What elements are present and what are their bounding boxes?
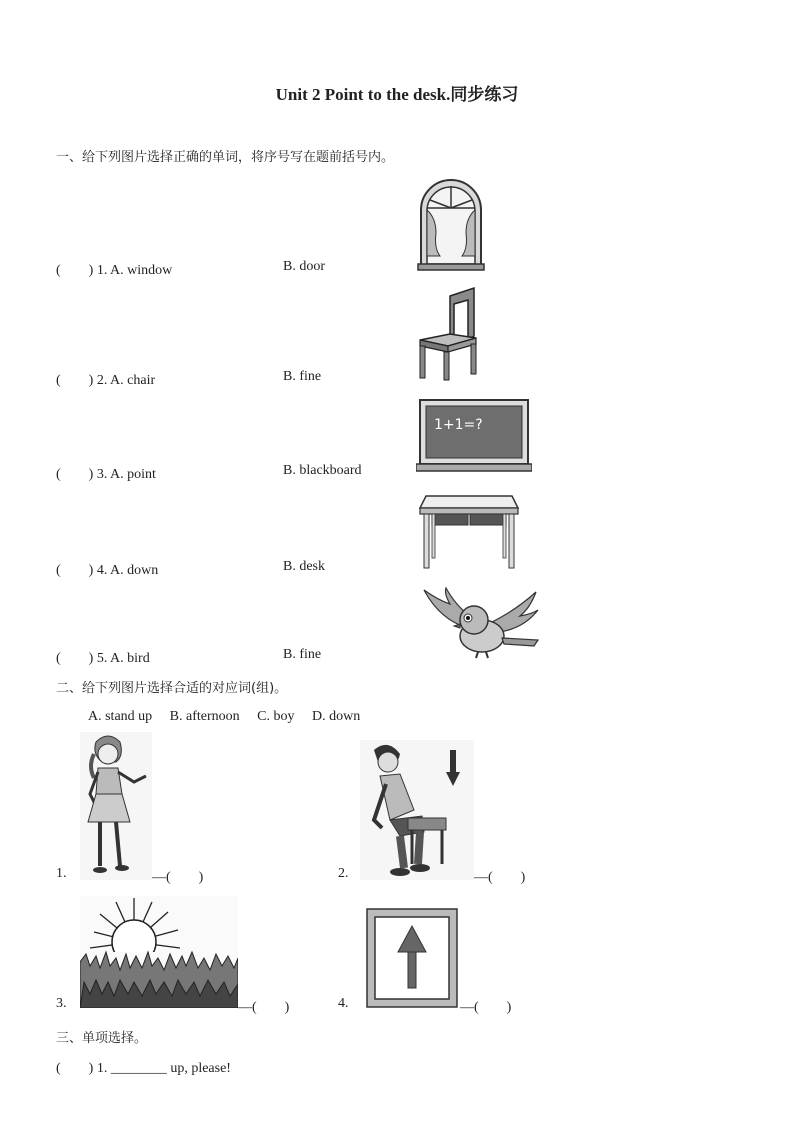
man-sitting-down-icon	[360, 740, 474, 880]
up-arrow-icon	[366, 908, 458, 1008]
bird-icon	[420, 586, 544, 662]
desk-icon	[418, 494, 520, 570]
question-1-stem: ( ) 1. A. window	[56, 263, 173, 278]
question-3-stem: ( ) 3. A. point	[56, 467, 156, 482]
match-4-number: 4.	[338, 996, 349, 1011]
chair-icon	[416, 286, 482, 382]
match-4-blank: —( )	[460, 1000, 512, 1015]
match-3-number: 3.	[56, 996, 67, 1011]
question-5-stem: ( ) 5. A. bird	[56, 651, 150, 666]
question-1-option-b: B. door	[283, 259, 325, 274]
section-2-heading: 二、给下列图片选择合适的对应词(组)。	[56, 681, 288, 696]
match-2-blank: —( )	[474, 870, 526, 885]
page-title: Unit 2 Point to the desk.同步练习	[275, 85, 519, 104]
question-4-option-b: B. desk	[283, 559, 325, 574]
sun-icon	[80, 896, 238, 1008]
question-4-stem: ( ) 4. A. down	[56, 563, 159, 578]
question-3-option-b: B. blackboard	[283, 463, 362, 478]
blackboard-text: 1+1=?	[434, 417, 483, 433]
question-5-option-b: B. fine	[283, 647, 322, 662]
girl-icon	[80, 732, 152, 880]
match-1-blank: —( )	[152, 870, 204, 885]
match-3-blank: —( )	[238, 1000, 290, 1015]
section-3-heading: 三、单项选择。	[56, 1031, 148, 1046]
question-2-option-b: B. fine	[283, 369, 322, 384]
match-1-number: 1.	[56, 866, 67, 881]
window-icon	[416, 178, 486, 272]
question-2-stem: ( ) 2. A. chair	[56, 373, 156, 388]
section-1-heading: 一、给下列图片选择正确的单词，将序号写在题前括号内。	[56, 150, 395, 165]
single-choice-question-1: ( ) 1. ________ up, please!	[56, 1061, 231, 1076]
match-2-number: 2.	[338, 866, 349, 881]
section-2-options: A. stand up B. afternoon C. boy D. down	[88, 709, 361, 724]
blackboard-icon	[416, 398, 532, 474]
